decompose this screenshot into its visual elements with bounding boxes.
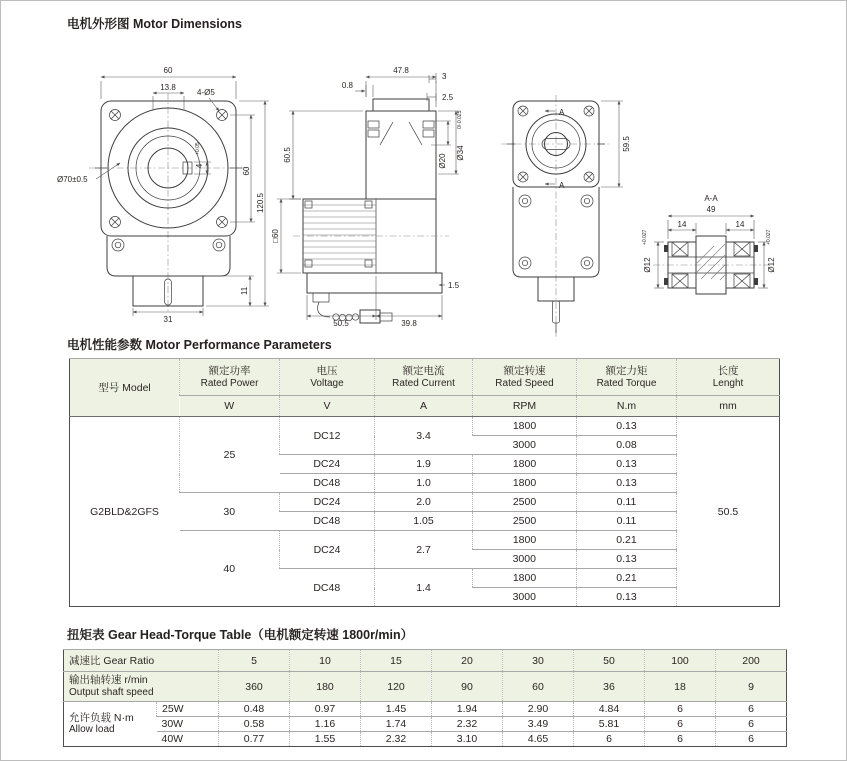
perf-power-cell: 25 — [180, 417, 280, 493]
perf-power-cell: 40 — [180, 531, 280, 607]
gear-load-cell: 0.77 — [219, 732, 290, 747]
gear-ratio-cell: 50 — [574, 650, 645, 672]
dim-label: 14 — [735, 220, 745, 229]
section-title-gear-torque-table: 扭矩表 Gear Head-Torque Table（电机额定转速 1800r/min） — [67, 628, 414, 642]
col-header-model: 型号 Model — [70, 359, 180, 417]
gear-ratio-cell: 15 — [361, 650, 432, 672]
gear-speed-cell: 9 — [716, 672, 787, 702]
unit-w: W — [180, 396, 280, 417]
gear-speed-cell: 120 — [361, 672, 432, 702]
section-title-performance-parameters: 电机性能参数 Motor Performance Parameters — [67, 338, 332, 352]
dim-label: 60.5 — [283, 147, 292, 163]
dim-label: □60 — [271, 229, 280, 243]
perf-torque-cell: 0.13 — [577, 588, 677, 607]
section-title: A-A — [704, 194, 718, 203]
perf-current-cell: 1.4 — [375, 569, 473, 607]
gear-ratio-label: 减速比 Gear Ratio — [64, 650, 219, 672]
dim-tolerance: +0.05 — [195, 142, 201, 155]
dim-label: Ø12 — [767, 257, 776, 273]
dim-label: 1.5 — [448, 281, 460, 290]
gear-load-cell: 1.55 — [290, 732, 361, 747]
gear-ratio-row — [64, 650, 787, 672]
perf-length-cell: 50.5 — [677, 417, 780, 607]
section-mark-label: A — [559, 108, 565, 117]
perf-speed-cell: 1800 — [473, 569, 577, 588]
gear-load-cell: 1.16 — [290, 717, 361, 732]
gear-load-cell: 6 — [716, 717, 787, 732]
dim-label: 39.8 — [401, 319, 417, 328]
section-view-drawing — [642, 194, 776, 294]
gear-load-cell: 6 — [574, 732, 645, 747]
perf-voltage-cell: DC48 — [280, 569, 375, 607]
section-title-motor-dimensions: 电机外形图 Motor Dimensions — [67, 17, 243, 31]
gear-load-cell: 6 — [645, 717, 716, 732]
gear-speed-cell: 18 — [645, 672, 716, 702]
unit-a: A — [375, 396, 473, 417]
gear-load-row — [64, 732, 787, 747]
gear-load-cell: 6 — [716, 702, 787, 717]
dim-label: 13.8 — [160, 83, 176, 92]
dim-label: Ø34 — [456, 145, 465, 161]
gear-load-cell: 0.48 — [219, 702, 290, 717]
perf-voltage-cell: DC48 — [280, 512, 375, 531]
gear-load-cell: 2.32 — [361, 732, 432, 747]
dim-label: Ø12 — [643, 257, 652, 273]
perf-power-cell: 30 — [180, 493, 280, 531]
gear-load-cell: 1.74 — [361, 717, 432, 732]
rear-view-drawing — [501, 95, 631, 337]
dim-tolerance: 0/-0.025 — [457, 110, 463, 129]
dim-tolerance: +0.027 — [642, 229, 648, 245]
dim-tolerance: +0.027 — [766, 229, 772, 245]
dim-label: Ø20 — [438, 153, 447, 169]
gear-load-cell: 0.97 — [290, 702, 361, 717]
gear-load-row — [64, 702, 787, 717]
gear-speed-row — [64, 672, 787, 702]
perf-current-cell: 3.4 — [375, 417, 473, 455]
perf-torque-cell: 0.21 — [577, 569, 677, 588]
perf-torque-cell: 0.21 — [577, 531, 677, 550]
perf-speed-cell: 3000 — [473, 550, 577, 569]
perf-speed-cell: 1800 — [473, 455, 577, 474]
unit-v: V — [280, 396, 375, 417]
dim-label: 31 — [163, 315, 173, 324]
gear-load-cell: 3.49 — [503, 717, 574, 732]
perf-torque-cell: 0.11 — [577, 512, 677, 531]
gear-speed-label: 输出轴转速 r/min Output shaft speed — [64, 672, 219, 702]
dim-label: 11 — [240, 286, 249, 296]
table-header-row — [70, 359, 780, 396]
gear-load-power-cell: 30W — [157, 717, 219, 732]
col-header-voltage: 电压 Voltage — [280, 359, 375, 396]
perf-current-cell: 2.7 — [375, 531, 473, 569]
gear-ratio-cell: 200 — [716, 650, 787, 672]
gear-load-label: 允许负载 N·m Allow load — [64, 702, 157, 747]
gear-speed-cell: 60 — [503, 672, 574, 702]
gear-speed-cell: 180 — [290, 672, 361, 702]
unit-nm: N.m — [577, 396, 677, 417]
perf-torque-cell: 0.08 — [577, 436, 677, 455]
gear-head-torque-table — [63, 649, 787, 747]
gear-load-cell: 6 — [645, 702, 716, 717]
perf-voltage-cell: DC48 — [280, 474, 375, 493]
gear-load-cell: 6 — [645, 732, 716, 747]
dim-label: 47.8 — [393, 66, 409, 75]
perf-torque-cell: 0.13 — [577, 474, 677, 493]
gear-ratio-cell: 30 — [503, 650, 574, 672]
perf-current-cell: 1.9 — [375, 455, 473, 474]
motor-performance-table — [69, 358, 780, 607]
gear-ratio-cell: 20 — [432, 650, 503, 672]
dim-label: 60 — [242, 166, 251, 176]
dim-label: 50.5 — [333, 319, 349, 328]
unit-rpm: RPM — [473, 396, 577, 417]
unit-mm: mm — [677, 396, 780, 417]
dim-label: 2.5 — [442, 93, 454, 102]
dim-label: 4 — [195, 163, 204, 169]
dim-label: 4-Ø5 — [197, 88, 215, 97]
gear-ratio-cell: 10 — [290, 650, 361, 672]
perf-voltage-cell: DC24 — [280, 493, 375, 512]
perf-voltage-cell: DC24 — [280, 531, 375, 569]
col-header-rated-power: 额定功率 Rated Power — [180, 359, 280, 396]
gear-load-row — [64, 717, 787, 732]
dim-label: 3 — [442, 72, 447, 81]
gear-load-power-cell: 40W — [157, 732, 219, 747]
gear-speed-cell: 90 — [432, 672, 503, 702]
perf-torque-cell: 0.11 — [577, 493, 677, 512]
dim-label: 14 — [677, 220, 687, 229]
perf-torque-cell: 0.13 — [577, 455, 677, 474]
dim-label: 0.8 — [341, 81, 353, 90]
gear-ratio-cell: 5 — [219, 650, 290, 672]
col-header-length: 长度 Lenght — [677, 359, 780, 396]
gear-speed-cell: 36 — [574, 672, 645, 702]
perf-speed-cell: 2500 — [473, 512, 577, 531]
dim-label: 120.5 — [256, 192, 265, 214]
perf-model-cell: G2BLD&2GFS — [70, 417, 180, 607]
gear-load-cell: 0.58 — [219, 717, 290, 732]
gear-load-cell: 4.65 — [503, 732, 574, 747]
gear-load-cell: 3.10 — [432, 732, 503, 747]
dim-label: Ø70±0.5 — [57, 175, 88, 184]
perf-speed-cell: 1800 — [473, 417, 577, 436]
gear-load-cell: 1.45 — [361, 702, 432, 717]
side-view-drawing — [271, 66, 465, 328]
perf-speed-cell: 2500 — [473, 493, 577, 512]
col-header-rated-speed: 额定转速 Rated Speed — [473, 359, 577, 396]
gear-load-cell: 2.90 — [503, 702, 574, 717]
perf-current-cell: 1.0 — [375, 474, 473, 493]
gear-load-power-cell: 25W — [157, 702, 219, 717]
gear-speed-cell: 360 — [219, 672, 290, 702]
dim-label: 60 — [163, 66, 173, 75]
perf-voltage-cell: DC12 — [280, 417, 375, 455]
gear-load-cell: 2.32 — [432, 717, 503, 732]
dim-label: 59.5 — [622, 136, 631, 152]
col-header-rated-current: 额定电流 Rated Current — [375, 359, 473, 396]
gear-ratio-cell: 100 — [645, 650, 716, 672]
section-mark-label: A — [559, 181, 565, 190]
motor-dimension-drawings — [1, 29, 847, 341]
perf-current-cell: 1.05 — [375, 512, 473, 531]
gear-load-cell: 6 — [716, 732, 787, 747]
gear-load-cell: 4.84 — [574, 702, 645, 717]
perf-torque-cell: 0.13 — [577, 417, 677, 436]
perf-speed-cell: 1800 — [473, 531, 577, 550]
perf-speed-cell: 1800 — [473, 474, 577, 493]
perf-speed-cell: 3000 — [473, 588, 577, 607]
perf-current-cell: 2.0 — [375, 493, 473, 512]
perf-torque-cell: 0.13 — [577, 550, 677, 569]
gear-load-cell: 5.81 — [574, 717, 645, 732]
perf-speed-cell: 3000 — [473, 436, 577, 455]
col-header-rated-torque: 额定力矩 Rated Torque — [577, 359, 677, 396]
dim-label: 49 — [706, 205, 716, 214]
front-view-drawing — [57, 66, 269, 324]
table-row — [70, 417, 780, 436]
perf-voltage-cell: DC24 — [280, 455, 375, 474]
gear-load-cell: 1.94 — [432, 702, 503, 717]
